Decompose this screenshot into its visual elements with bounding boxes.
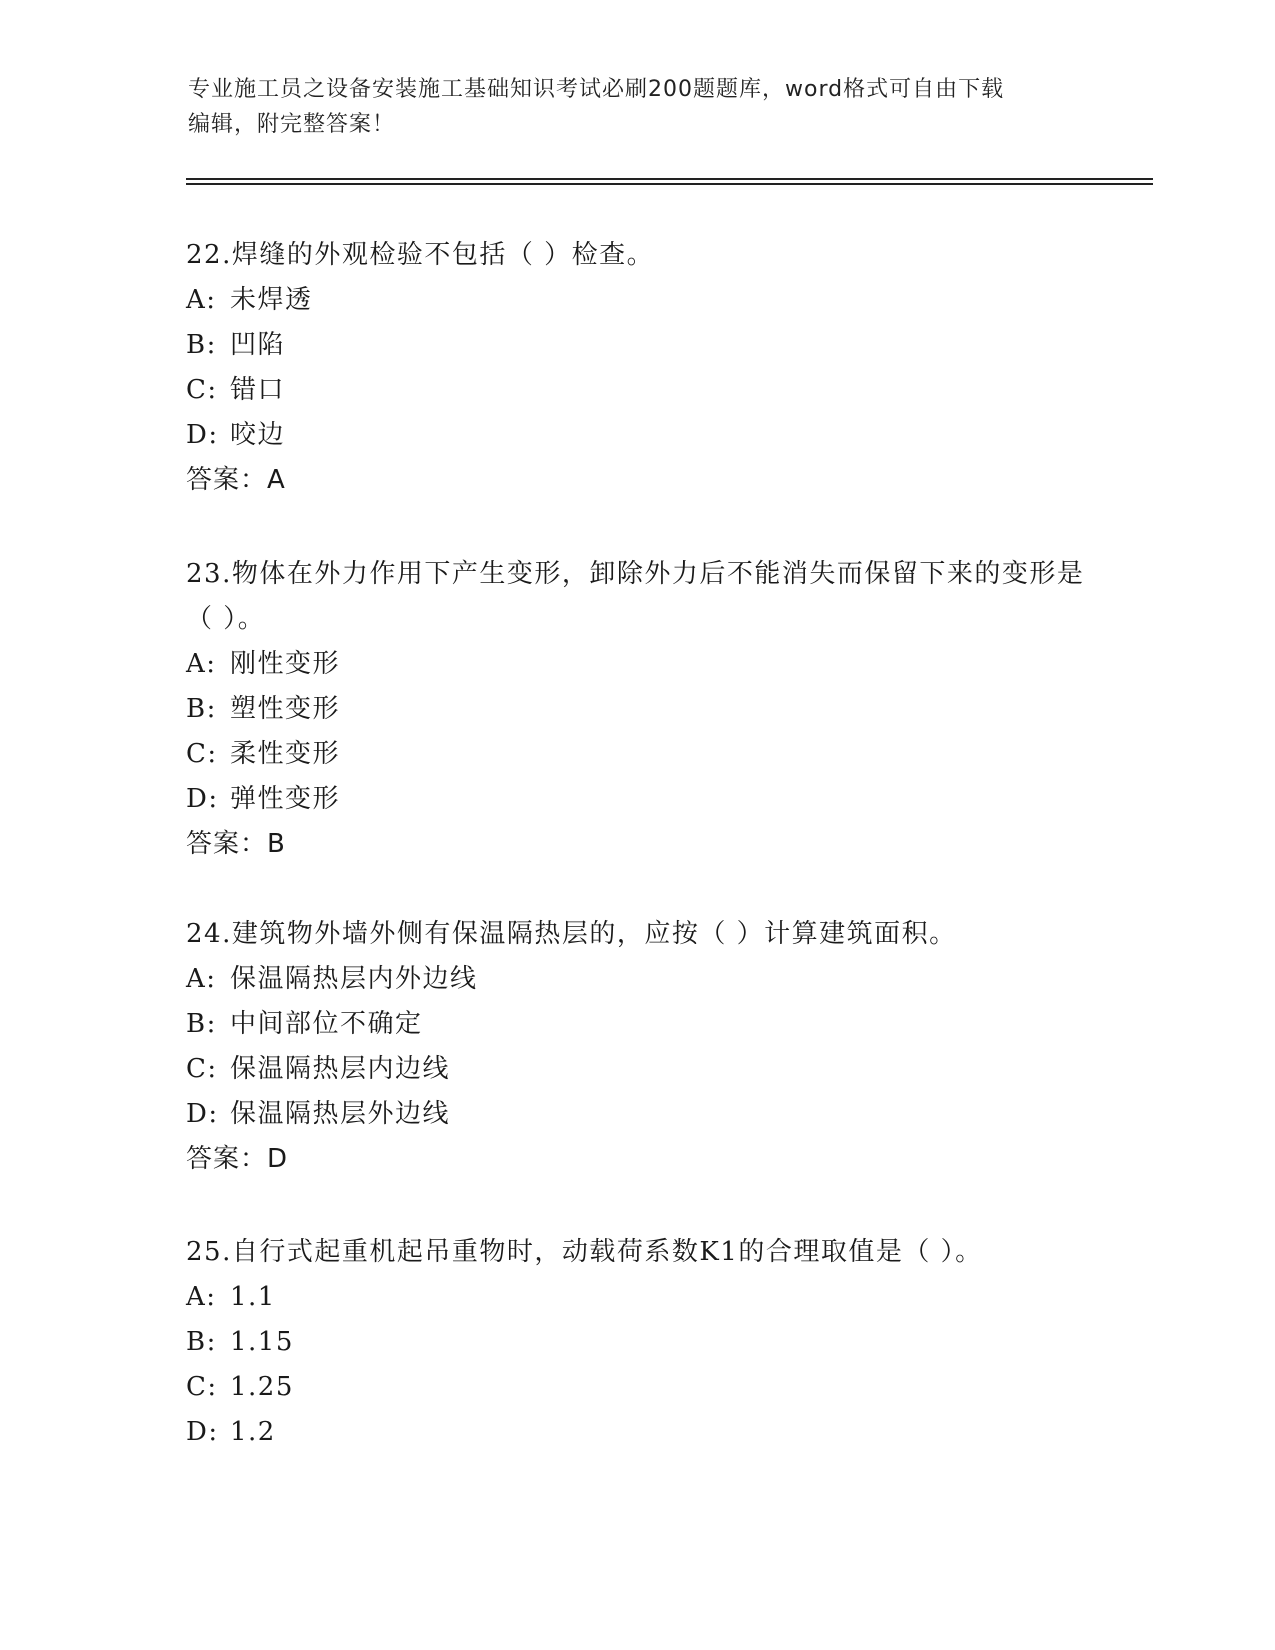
option-c [186,732,1106,777]
option-key: C: [186,375,218,405]
option-a [186,642,1106,687]
option-key: A: [186,285,217,315]
option-key: D: [186,1417,219,1447]
option-text: 保温隔热层内边线 [230,1054,451,1084]
document-header [188,72,1068,142]
question-25 [186,1230,1106,1455]
option-text: 1.2 [230,1417,276,1447]
question-24 [186,912,1106,1182]
option-a [186,1275,1106,1320]
option-b [186,323,1106,368]
option-text: 弹性变形 [230,784,341,814]
option-a [186,957,1106,1002]
option-d [186,1092,1106,1137]
answer-line: 答案：A [186,465,286,495]
option-text: 塑性变形 [230,694,341,724]
question-stem: 24.建筑物外墙外侧有保温隔热层的，应按（ ）计算建筑面积。 [186,919,957,949]
option-key: D: [186,420,219,450]
option-key: C: [186,739,218,769]
option-text: 中间部位不确定 [230,1009,423,1039]
option-b [186,1320,1106,1365]
header-divider-bottom [186,183,1153,185]
option-key: C: [186,1054,218,1084]
option-text: 错口 [230,375,286,405]
option-d [186,1410,1106,1455]
option-text: 柔性变形 [230,739,341,769]
question-23 [186,552,1106,867]
option-text: 1.1 [230,1282,276,1312]
option-text: 刚性变形 [230,649,341,679]
option-text: 凹陷 [230,330,286,360]
option-text: 1.25 [230,1372,294,1402]
answer-line: 答案：D [186,1144,289,1174]
option-c [186,368,1106,413]
option-c [186,1365,1106,1410]
option-d [186,413,1106,458]
header-line-1: 专业施工员之设备安装施工基础知识考试必刷200题题库，word格式可自由下载 [188,77,1005,102]
option-key: B: [186,694,217,724]
option-key: D: [186,784,219,814]
option-text: 保温隔热层外边线 [230,1099,451,1129]
option-b [186,1002,1106,1047]
answer-line: 答案：B [186,829,286,859]
option-text: 1.15 [230,1327,294,1357]
option-text: 咬边 [230,420,286,450]
option-key: D: [186,1099,219,1129]
option-key: B: [186,330,217,360]
option-d [186,777,1106,822]
question-stem: 23.物体在外力作用下产生变形，卸除外力后不能消失而保留下来的变形是（ ）。 [186,559,1085,634]
option-b [186,687,1106,732]
option-text: 保温隔热层内外边线 [230,964,478,994]
option-key: B: [186,1009,217,1039]
option-a [186,278,1106,323]
option-text: 未焊透 [230,285,313,315]
header-divider-top [186,178,1153,180]
option-key: A: [186,1282,217,1312]
option-key: A: [186,649,217,679]
question-stem: 25.自行式起重机起吊重物时，动载荷系数K1的合理取值是（ ）。 [186,1237,983,1267]
header-line-2: 编辑，附完整答案！ [188,112,396,137]
option-key: C: [186,1372,218,1402]
question-22 [186,233,1106,503]
option-key: A: [186,964,217,994]
option-c [186,1047,1106,1092]
option-key: B: [186,1327,217,1357]
question-stem: 22.焊缝的外观检验不包括（ ）检查。 [186,240,655,270]
